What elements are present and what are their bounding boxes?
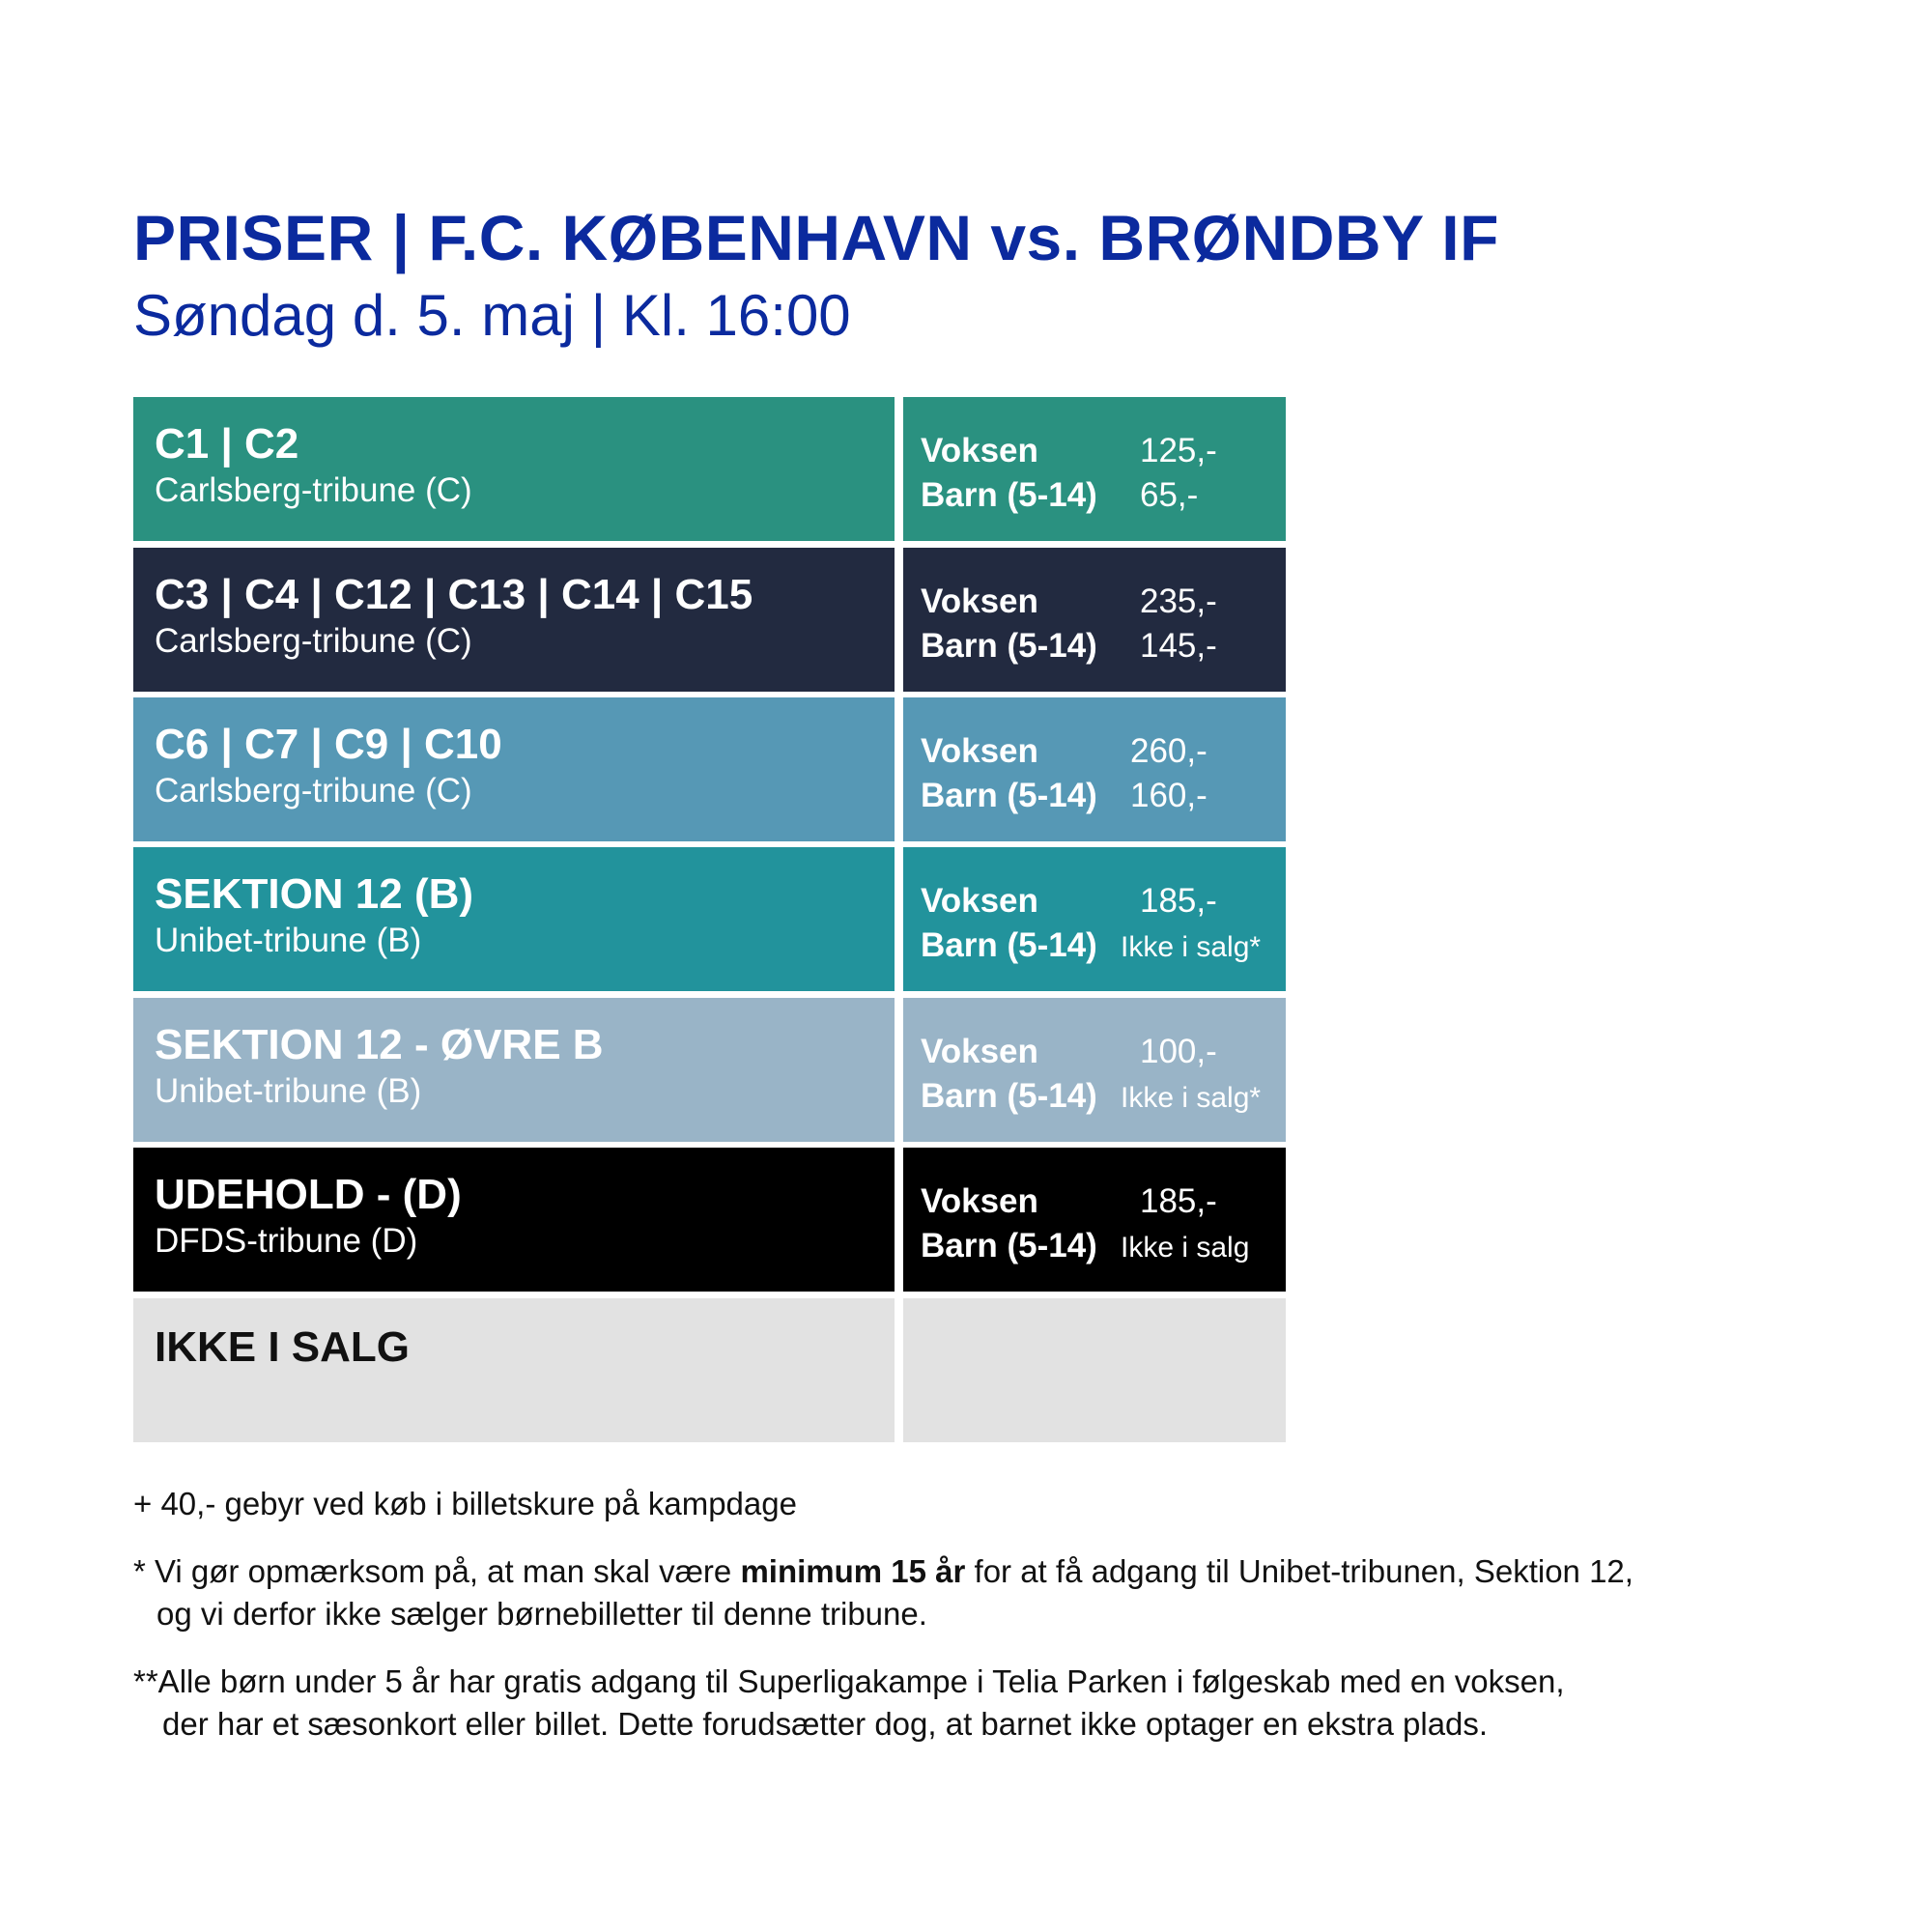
child-label: Barn (5-14) <box>921 1077 1097 1115</box>
age-requirement-note <box>133 1550 1853 1635</box>
children-free-note <box>133 1661 1853 1746</box>
stand-name: Unibet-tribune (B) <box>155 1072 422 1110</box>
price-cell <box>903 548 1286 692</box>
kids-note-line2: der har et sæsonkort eller billet. Dette forudsætter dog, at barnet ikke optager en ekstra plads. <box>162 1706 1489 1742</box>
child-price: Ikke i salg <box>1121 1232 1250 1264</box>
child-label: Barn (5-14) <box>921 627 1097 665</box>
price-cell <box>903 397 1286 541</box>
adult-price: 235,- <box>1140 582 1217 620</box>
section-name: C3 | C4 | C12 | C13 | C14 | C15 <box>155 571 753 618</box>
section-cell <box>133 697 895 841</box>
section-cell <box>133 1298 895 1442</box>
child-label: Barn (5-14) <box>921 1227 1097 1264</box>
price-row-c3-c15 <box>133 548 1286 692</box>
price-row-c6-c10 <box>133 697 1286 841</box>
price-row-sektion-12-ovre-b <box>133 998 1286 1142</box>
stand-name: Carlsberg-tribune (C) <box>155 622 472 660</box>
section-cell <box>133 397 895 541</box>
child-price: Ikke i salg* <box>1121 1082 1262 1114</box>
price-cell <box>903 998 1286 1142</box>
price-row-udehold <box>133 1148 1286 1292</box>
price-cell <box>903 1148 1286 1292</box>
price-cell <box>903 697 1286 841</box>
section-cell <box>133 998 895 1142</box>
adult-price: 260,- <box>1130 732 1208 770</box>
price-row-c1-c2 <box>133 397 1286 541</box>
adult-label: Voksen <box>921 1182 1038 1220</box>
page-title: PRISER | F.C. KØBENHAVN vs. BRØNDBY IF <box>133 202 1499 273</box>
stand-name: Carlsberg-tribune (C) <box>155 772 472 810</box>
section-name: C6 | C7 | C9 | C10 <box>155 721 502 768</box>
section-cell <box>133 548 895 692</box>
child-label: Barn (5-14) <box>921 476 1097 514</box>
fee-note: + 40,- gebyr ved køb i billetskure på kampdage <box>133 1486 797 1521</box>
adult-price: 100,- <box>1140 1033 1217 1070</box>
child-label: Barn (5-14) <box>921 926 1097 964</box>
child-price: 160,- <box>1130 777 1208 814</box>
section-cell <box>133 847 895 991</box>
child-price: Ikke i salg* <box>1121 931 1262 963</box>
match-date-time: Søndag d. 5. maj | Kl. 16:00 <box>133 283 851 348</box>
age-note-text: * Vi gør opmærksom på, at man skal være <box>133 1553 741 1589</box>
section-name: IKKE I SALG <box>155 1323 411 1371</box>
age-note-line2: og vi derfor ikke sælger børnebilletter til denne tribune. <box>156 1596 927 1632</box>
price-cell <box>903 847 1286 991</box>
child-label: Barn (5-14) <box>921 777 1097 814</box>
age-note-text-end: for at få adgang til Unibet-tribunen, Sektion 12, <box>965 1553 1634 1589</box>
age-note-emphasis: minimum 15 år <box>740 1553 966 1589</box>
child-price: 65,- <box>1140 476 1199 514</box>
stand-name: Unibet-tribune (B) <box>155 922 422 959</box>
section-name: UDEHOLD - (D) <box>155 1171 462 1218</box>
adult-label: Voksen <box>921 732 1038 770</box>
child-price: 145,- <box>1140 627 1217 665</box>
adult-price: 185,- <box>1140 882 1217 920</box>
price-row-ikke-i-salg <box>133 1298 1286 1442</box>
adult-price: 185,- <box>1140 1182 1217 1220</box>
price-cell <box>903 1298 1286 1442</box>
adult-label: Voksen <box>921 432 1038 469</box>
section-name: SEKTION 12 (B) <box>155 870 474 918</box>
section-cell <box>133 1148 895 1292</box>
section-name: SEKTION 12 - ØVRE B <box>155 1021 604 1068</box>
kids-note-line1: **Alle børn under 5 år har gratis adgang til Superligakampe i Telia Parken i følgeskab med en voksen, <box>133 1663 1565 1699</box>
footnotes <box>133 1483 1853 1771</box>
price-row-sektion-12 <box>133 847 1286 991</box>
adult-label: Voksen <box>921 882 1038 920</box>
stand-name: DFDS-tribune (D) <box>155 1222 418 1260</box>
stand-name: Carlsberg-tribune (C) <box>155 471 472 509</box>
adult-label: Voksen <box>921 1033 1038 1070</box>
section-name: C1 | C2 <box>155 420 299 468</box>
adult-price: 125,- <box>1140 432 1217 469</box>
adult-label: Voksen <box>921 582 1038 620</box>
